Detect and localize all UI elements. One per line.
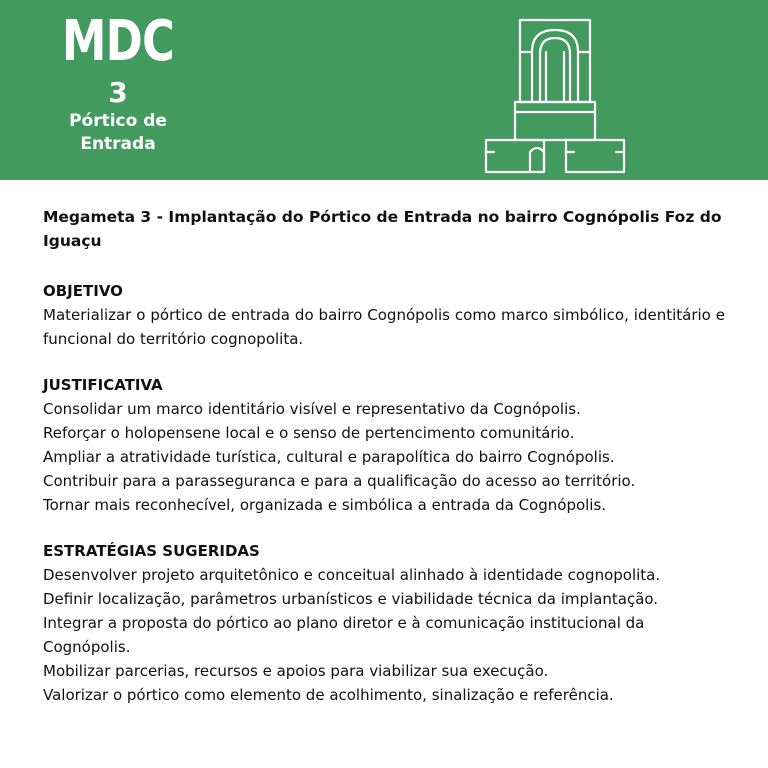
brand-number: 3 [108,76,128,109]
brand-block [38,8,198,156]
justificativa-item: Ampliar a atratividade turística, cultural e parapolítica do bairro Cognópolis. [43,448,615,466]
justificativa-item: Tornar mais reconhecível, organizada e simbólica a entrada da Cognópolis. [43,496,607,514]
brand-subtitle [38,110,198,156]
objetivo-heading: OBJETIVO [43,282,123,300]
justificativa-item: Reforçar o holopensene local e o senso de pertencimento comunitário. [43,424,575,442]
brand-subtitle-line1: Pórtico de [69,111,167,131]
section-estrategias [43,539,725,707]
section-objetivo [43,279,725,351]
estrategias-item: Integrar a proposta do pórtico ao plano diretor e à comunicação institucional da Cognópolis. [43,614,645,656]
document-title: Megameta 3 - Implantação do Pórtico de Entrada no bairro Cognópolis Foz do Iguaçu [43,208,722,250]
brand-subtitle-line2: Entrada [80,134,156,154]
estrategias-heading: ESTRATÉGIAS SUGERIDAS [43,542,260,560]
justificativa-item: Contribuir para a parasseguranca e para a qualificação do acesso ao território. [43,472,636,490]
portico-monument-icon [480,12,630,178]
estrategias-item: Definir localização, parâmetros urbanísticos e viabilidade técnica da implantação. [43,590,659,608]
estrategias-item: Valorizar o pórtico como elemento de acolhimento, sinalização e referência. [43,686,614,704]
justificativa-heading: JUSTIFICATIVA [43,376,163,394]
brand-code: MDC [61,9,175,74]
objetivo-text: Materializar o pórtico de entrada do bairro Cognópolis como marco simbólico, identitário e funcional do território cognopolita. [43,306,725,348]
justificativa-item: Consolidar um marco identitário visível e representativo da Cognópolis. [43,400,581,418]
estrategias-item: Mobilizar parcerias, recursos e apoios para viabilizar sua execução. [43,662,549,680]
header-banner [0,0,768,180]
estrategias-item: Desenvolver projeto arquitetônico e conceitual alinhado à identidade cognopolita. [43,566,661,584]
document-body [43,205,725,729]
section-justificativa [43,373,725,517]
